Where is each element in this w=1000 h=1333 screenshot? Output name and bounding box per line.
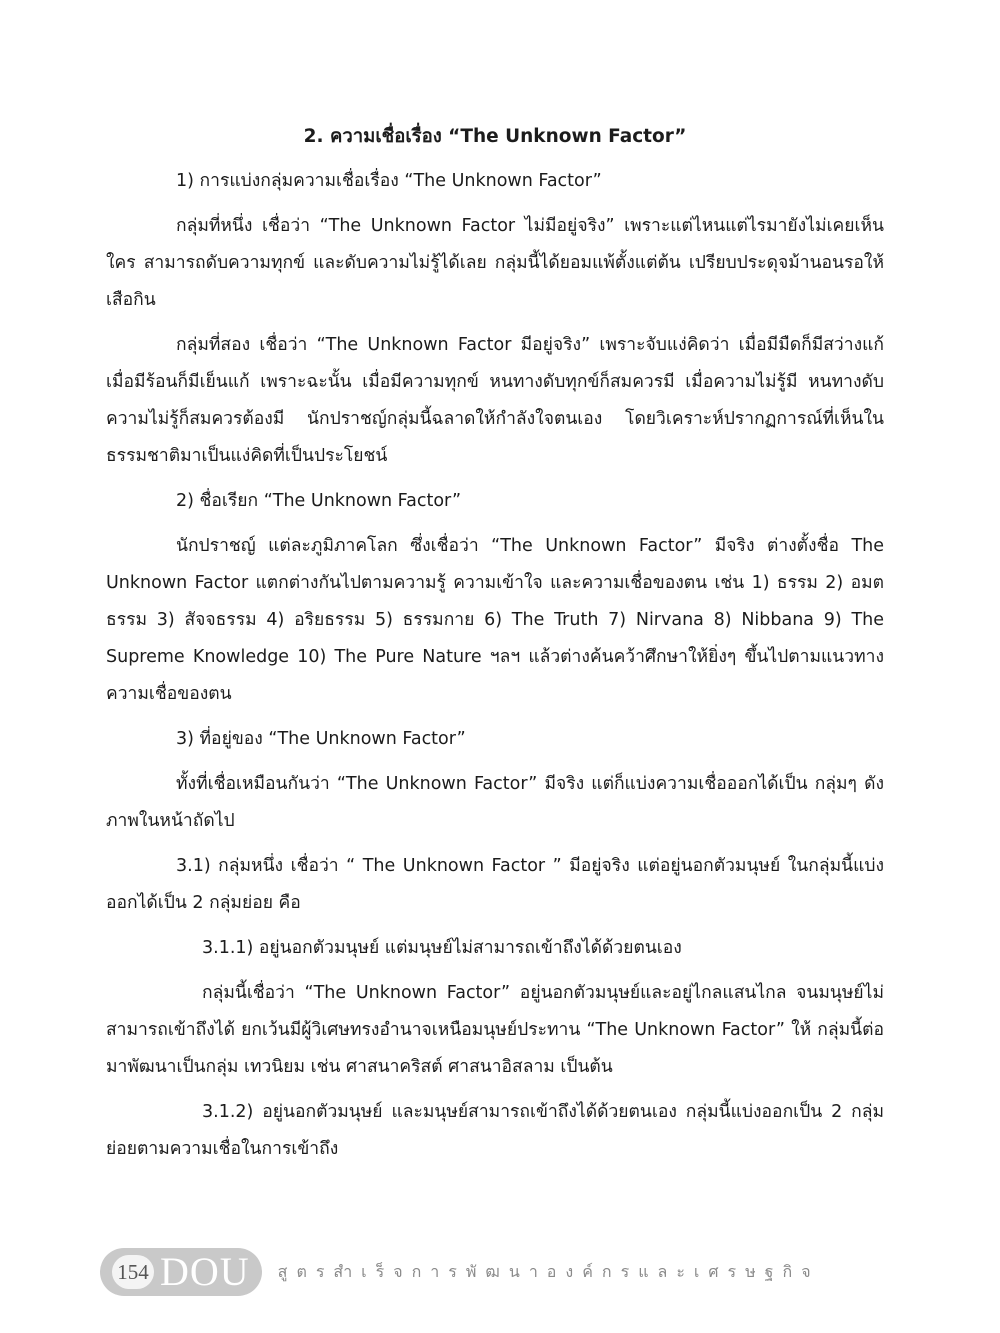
book-title: สูตรสำเร็จการพัฒนาองค์กรและเศรษฐกิจ	[277, 1261, 820, 1281]
paragraph-3-1-2: 3.1.2) อยู่นอกตัวมนุษย์ และมนุษย์สามารถเข้าถึงได้ด้วยตนเอง กลุ่มนี้แบ่งออกเป็น 2 กลุ่มย่อยตามความเชื่อในการเข้าถึง	[106, 1102, 884, 1159]
page-number: 154	[112, 1255, 154, 1289]
dou-logo: DOU	[160, 1249, 250, 1294]
paragraph-3-1-1: กลุ่มนี้เชื่อว่า “The Unknown Factor” อยู่นอกตัวมนุษย์และอยู่ไกลแสนไกล จนมนุษย์ไม่สามารถเข้าถึงได้ ยกเว้นมีผู้วิเศษทรงอำนาจเหนือมนุษย์ประทาน “The Unknown Factor” ให้ กลุ่มนี้ต่อมาพัฒนาเป็นกลุ่ม เทวนิยม เช่น ศาสนาคริสต์ ศาสนาอิสลาม เป็นต้น	[106, 983, 884, 1077]
paragraph-group-one: กลุ่มที่หนึ่ง เชื่อว่า “The Unknown Factor ไม่มีอยู่จริง” เพราะแต่ไหนแต่ไรมายังไม่เคยเห็นใคร สามารถดับความทุกข์ และดับความไม่รู้ได้เลย กลุ่มนี้ได้ยอมแพ้ตั้งแต่ต้น เปรียบประดุจม้านอนรอให้เสือกิน	[106, 216, 884, 310]
section-title: 2. ความเชื่อเรื่อง “The Unknown Factor”	[303, 126, 687, 147]
subheading-3-1-1: 3.1.1) อยู่นอกตัวมนุษย์ แต่มนุษย์ไม่สามารถเข้าถึงได้ด้วยตนเอง	[202, 938, 682, 958]
paragraph-3-1: 3.1) กลุ่มหนึ่ง เชื่อว่า “ The Unknown Factor ” มีอยู่จริง แต่อยู่นอกตัวมนุษย์ ในกลุ่มนี้แบ่งออกได้เป็น 2 กลุ่มย่อย คือ	[106, 856, 884, 913]
page-content	[106, 118, 884, 1176]
heading-1: 1) การแบ่งกลุ่มความเชื่อเรื่อง “The Unknown Factor”	[176, 171, 602, 191]
heading-2: 2) ชื่อเรียก “The Unknown Factor”	[176, 491, 462, 511]
footer-badge	[100, 1248, 262, 1296]
heading-3: 3) ที่อยู่ของ “The Unknown Factor”	[176, 729, 466, 749]
page-footer	[100, 1247, 820, 1297]
paragraph-group-two: กลุ่มที่สอง เชื่อว่า “The Unknown Factor มีอยู่จริง” เพราะจับแง่คิดว่า เมื่อมีมืดก็มีสว่างแก้ เมื่อมีร้อนก็มีเย็นแก้ เพราะฉะนั้น เมื่อมีความทุกข์ หนทางดับทุกข์ก็สมควรมี เมื่อความไม่รู้มี หนทางดับความไม่รู้ก็สมควรต้องมี นักปราชญ์กลุ่มนี้ฉลาดให้กำลังใจตนเอง โดยวิเคราะห์ปรากฏการณ์ที่เห็นในธรรมชาติมาเป็นแง่คิดที่เป็นประโยชน์	[106, 335, 884, 466]
paragraph-names: นักปราชญ์ แต่ละภูมิภาคโลก ซึ่งเชื่อว่า “The Unknown Factor” มีจริง ต่างตั้งชื่อ The Unknown Factor แตกต่างกันไปตามความรู้ ความเข้าใจ และความเชื่อของตน เช่น 1) ธรรม 2) อมตธรรม 3) สัจจธรรม 4) อริยธรรม 5) ธรรมกาย 6) The Truth 7) Nirvana 8) Nibbana 9) The Supreme Knowledge 10) The Pure Nature ฯลฯ แล้วต่างค้นคว้าศึกษาให้ยิ่งๆ ขึ้นไปตามแนวทางความเชื่อของตน	[106, 536, 884, 704]
paragraph-location: ทั้งที่เชื่อเหมือนกันว่า “The Unknown Factor” มีจริง แต่ก็แบ่งความเชื่อออกได้เป็น กลุ่มๆ ดังภาพในหน้าถัดไป	[106, 774, 884, 831]
